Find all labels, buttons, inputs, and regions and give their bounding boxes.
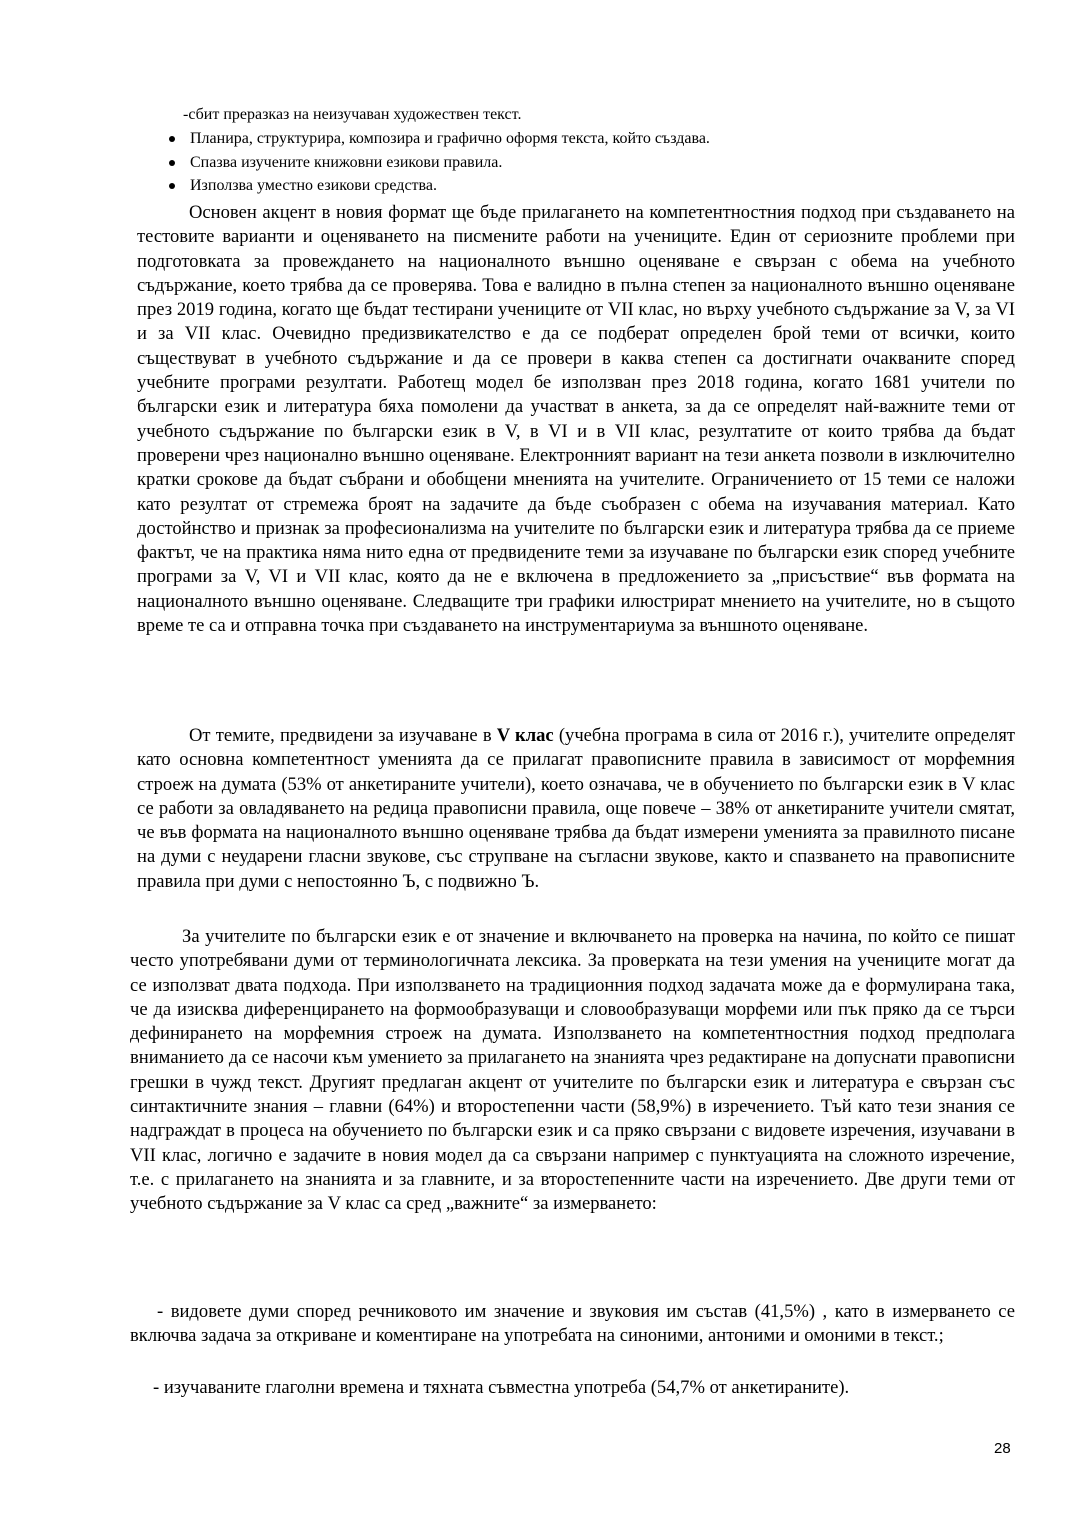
paragraph-3: За учителите по български език е от значение и включването на проверка на начина, по който се пишат често употребявани думи от терминологичната лексика. За проверката на тези умения на учениците могат да се използват двата подхода. При използването на традиционния подход задачата може да е формулирана така, че да изисква диференцирането на формообразуващи и словообразуващи морфеми или пък пряко да се търси дефинирането на морфемния строеж на думата. Използването на компетентностния подход предполага вниманието да се насочи към умението за прилагането на знанията чрез редактиране на допуснати правописни грешки в чужд текст. Другият предлаган акцент от учителите по български език и литература е свързан със синтактичните знания – главни (64%) и второстепенни части (58,9%) в изречението. Тъй като тези знания се надграждат в процеса на обучението по български език и са пряко свързани с видовете изречения, изучавани в VII клас, логично е задачите в новия модел да са свързани например с пунктуацията на сложното изречение, т.е. с прилагането на знанията и за главните, и за второстепенните части на изречението. Две други теми от учебното съдържание за V клас са сред „важните“ за измерването: (130, 926, 1015, 1215)
paragraph-2-bold: V клас (496, 725, 554, 746)
sub-item-line: -сбит преразказ на неизучаван художествен текст. (183, 106, 522, 123)
bullet-item: Планира, структурира, композира и графично оформя текста, който създава. (168, 127, 1028, 151)
paragraph-2-before: От темите, предвидени за изучаване в (189, 725, 497, 746)
paragraph-1: Основен акцент в новия формат ще бъде прилагането на компетентностния подход при създаването на тестовите варианти и оценяването на писмените работи на учениците. Един от сериозните проблеми при подготовката за провеждането на националното външно оценяване е свързан с обема на учебното съдържание, което трябва да се проверява. Това е валидно в пълна степен за националното външно оценяване през 2019 година, когато ще бъдат тестирани учениците от VII клас, но върху учебното съдържание за V, за VI и за VII клас. Очевидно предизвикателство е да се подберат определен брой теми от всички, които съществуват в учебното съдържание и да се провери в каква степен са достигнати очакваните според учебните програми резултати. Работещ модел бе използван през 2018 година, когато 1681 учители по български език и литература бяха помолени да участват в анкета, за да се определят най-важните теми от учебното съдържание по български език в V, в VI и в VII клас, резултатите от които трябва да бъдат проверени чрез национално външно оценяване. Електронният вариант на тези анкета позволи в изключително кратки срокове да бъдат събрани и обобщени мненията на учителите. Ограничението от 15 теми се наложи като резултат от стремежа броят на задачите да бъде съобразен с обема на изучавания материал. Като достойнство и признак за професионализма на учителите по български език и литература трябва да се приеме фактът, че на практика няма нито една от предвидените теми за изучаване по български език според учебните програми за V, VI и VII клас, която да не е включена в предложението за „присъствие“ във формата на националното външно оценяване. Следващите три графики илюстрират мнението на учителите, но в същото време те са и отправна точка при създаването на инструментариума за външното оценяване. (137, 202, 1015, 637)
page-number: 28 (994, 1440, 1011, 1457)
dash-item: - изучаваните глаголни времена и тяхната съвместна употреба (54,7% от анкетираните). (153, 1377, 850, 1398)
paragraph-2 (137, 724, 1015, 894)
dash-item: - видовете думи според речниковото им значение и звуковия им състав (41,5%) , като в измерването се включва задача за откриване и коментиране на употребата на синоними, антоними и омоними в текст.; (130, 1301, 1015, 1347)
bullet-item: Спазва изучените книжовни езикови правила. (168, 151, 1028, 175)
paragraph-2-after: (учебна програма в сила от 2016 г.), учителите определят като основна компетентност уменията да се прилагат правописните правила в зависимост от морфемния строеж на думата (53% от анкетираните учители), което означава, че в обучението по български език в V клас се работи за овладяването на редица правописни правила, още повече – 38% от анкетираните учители смятат, че във формата на националното външно оценяване трябва да бъдат измерени уменията за правилното писане на думи с неударени гласни звукове, със струпване на съгласни звукове, както и спазването на правописните правила при думи с непостоянно Ъ, с подвижно Ъ. (137, 725, 1015, 892)
bullet-list (168, 127, 1028, 198)
bullet-item: Използва уместно езикови средства. (168, 174, 1028, 198)
